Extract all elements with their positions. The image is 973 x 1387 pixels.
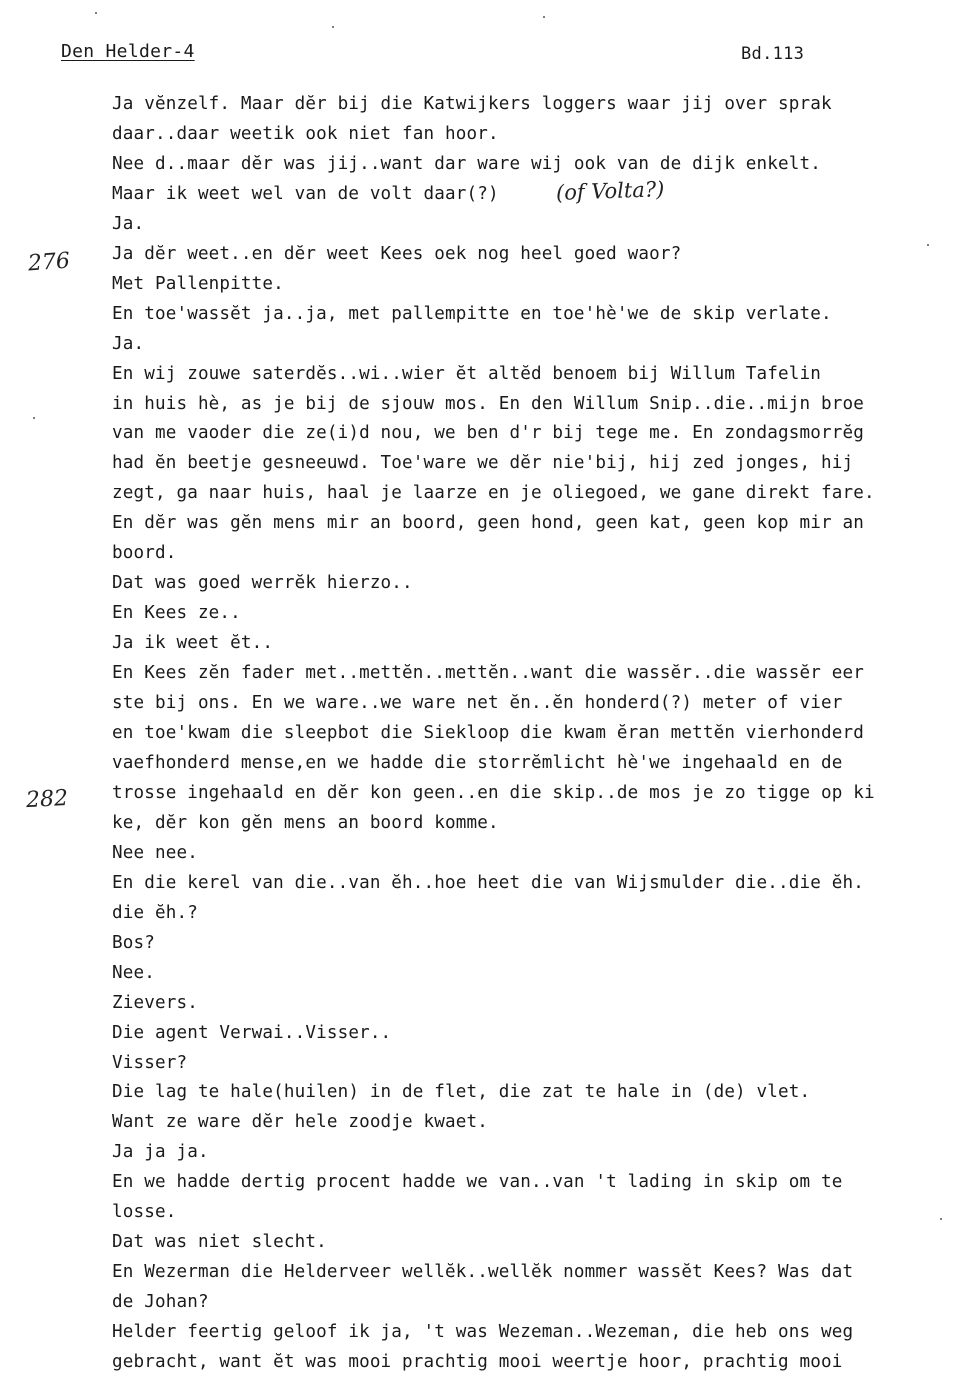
transcript-line: die ĕh.? — [112, 902, 198, 923]
transcript-line: de Johan? — [112, 1292, 209, 1313]
scan-speck — [543, 16, 545, 18]
transcript-line: had ĕn beetje gesneeuwd. Toe'ware we dĕr nie'bij, hij zed jonges, hij — [112, 453, 854, 474]
transcript-line: Die agent Verwai..Visser.. — [112, 1022, 392, 1043]
margin-note-282: 282 — [25, 785, 69, 814]
transcript-line: Dat was goed werrĕk hierzo.. — [112, 573, 413, 594]
transcript-line: daar..daar weetik ook niet fan hoor. — [112, 123, 499, 144]
transcript-line: van me vaoder die ze(i)d nou, we ben d'r bij tege me. En zondagsmorrĕg — [112, 423, 864, 444]
transcript-line: En dĕr was gĕn mens mir an boord, geen hond, geen kat, geen kop mir an — [112, 513, 864, 534]
transcript-line: Visser? — [112, 1052, 188, 1073]
transcript-line: Want ze ware dĕr hele zoodje kwaet. — [112, 1112, 488, 1133]
transcript-line: Ja ja ja. — [112, 1142, 209, 1163]
transcript-line: gebracht, want ĕt was mooi prachtig mooi weertje hoor, prachtig mooi — [112, 1352, 843, 1373]
transcript-line: trosse ingehaald en dĕr kon geen..en die skip..de mos je zo tigge op ki — [112, 782, 875, 803]
transcript-line: Bos? — [112, 932, 155, 953]
scan-speck — [940, 1218, 942, 1220]
transcript-line: En die kerel van die..van ĕh..hoe heet die van Wijsmulder die..die ĕh. — [112, 872, 864, 893]
transcript-line: Maar ik weet wel van de volt daar(?) — [112, 183, 499, 204]
scan-speck — [332, 26, 334, 28]
page-reference: Bd.113 — [741, 44, 805, 64]
transcript-line: Met Pallenpitte. — [112, 273, 284, 294]
transcript-line: En Kees ze.. — [112, 603, 241, 624]
transcript-line: En Wezerman die Helderveer wellĕk..wellĕk nommer wassĕt Kees? Was dat — [112, 1262, 854, 1283]
scan-speck — [33, 417, 35, 419]
transcript-lines — [112, 90, 973, 1378]
transcript-line: Dat was niet slecht. — [112, 1232, 327, 1253]
handwritten-annotation: (of Volta?) — [555, 177, 665, 205]
margin-note-276: 276 — [27, 248, 71, 277]
transcript-line: Ja dĕr weet..en dĕr weet Kees oek nog heel goed waor? — [112, 243, 682, 264]
transcript-line: Helder feertig geloof ik ja, 't was Wezeman..Wezeman, die heb ons weg — [112, 1322, 854, 1343]
transcript-line: losse. — [112, 1202, 177, 1223]
transcript-line: Nee. — [112, 962, 155, 983]
transcript-line: Ja. — [112, 213, 145, 234]
transcript-line: vaefhonderd mense,en we hadde die storrĕmlicht hè'we ingehaald en de — [112, 752, 843, 773]
transcript-line: in huis hè, as je bij de sjouw mos. En den Willum Snip..die..mijn broe — [112, 393, 864, 414]
transcript-line: En toe'wassĕt ja..ja, met pallempitte en toe'hè'we de skip verlate. — [112, 303, 832, 324]
transcript-line: Zievers. — [112, 992, 198, 1013]
transcript-line: Nee nee. — [112, 842, 198, 863]
scan-speck — [927, 244, 929, 246]
transcript-line: Die lag te hale(huilen) in de flet, die zat te hale in (de) vlet. — [112, 1082, 811, 1103]
transcript-line: En Kees zĕn fader met..mettĕn..mettĕn..want die wassĕr..die wassĕr eer — [112, 663, 864, 684]
transcript-line: ke, dĕr kon gĕn mens an boord komme. — [112, 812, 499, 833]
transcript-line: zegt, ga naar huis, haal je laarze en je oliegoed, we gane direkt fare. — [112, 483, 875, 504]
transcript-line: ste bij ons. En we ware..we ware net ĕn..ĕn honderd(?) meter of vier — [112, 693, 843, 714]
transcript-line: Ja ik weet ĕt.. — [112, 633, 274, 654]
transcript-line: Ja vĕnzelf. Maar dĕr bij die Katwijkers loggers waar jij over sprak — [112, 94, 832, 114]
transcript-line: En we hadde dertig procent hadde we van..van 't lading in skip om te — [112, 1172, 843, 1193]
scan-speck — [95, 12, 97, 14]
transcript-line: boord. — [112, 543, 177, 564]
transcript-line: en toe'kwam die sleepbot die Siekloop die kwam ĕran mettĕn vierhonderd — [112, 723, 864, 744]
document-title: Den Helder-4 — [61, 41, 195, 62]
transcript-line: Ja. — [112, 333, 145, 354]
transcript-line: Nee d..maar dĕr was jij..want dar ware wij ook van de dijk enkelt. — [112, 153, 821, 174]
transcript-line: En wij zouwe saterdĕs..wi..wier ĕt altĕd benoem bij Willum Tafelin — [112, 363, 821, 384]
